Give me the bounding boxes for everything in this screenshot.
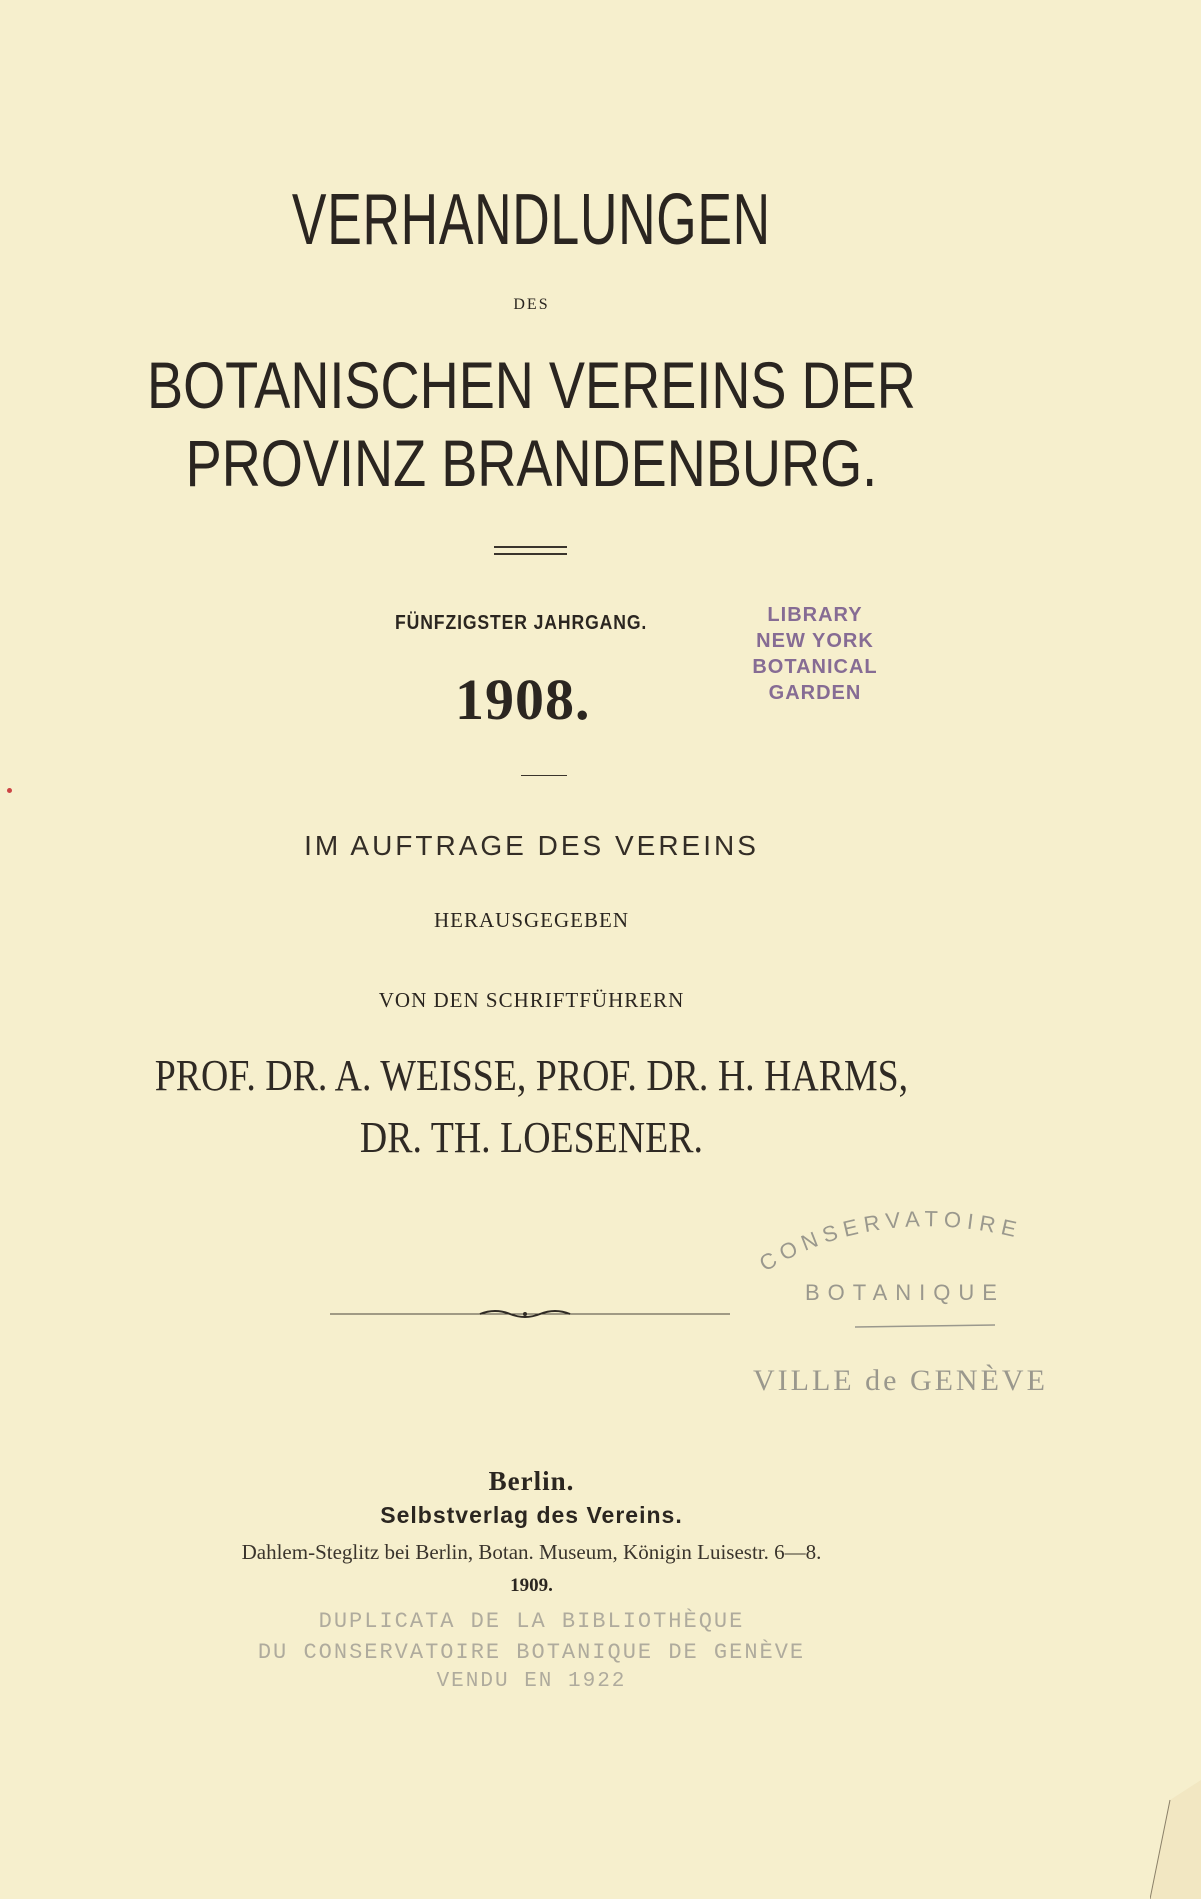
auftrag-line: IM AUFTRAGE DES VEREINS — [304, 830, 759, 861]
geneva-stamp — [745, 1206, 1125, 1412]
editors-line-2: DR. TH. LOESENER. — [359, 1113, 703, 1162]
library-stamp-line: GARDEN — [768, 682, 862, 704]
publisher-address: Dahlem-Steglitz bei Berlin, Botan. Museum, Königin Luisestr. 6—8. — [241, 1540, 822, 1564]
volume-year: 1908. — [455, 667, 591, 732]
geneva-stamp-ornament — [855, 1325, 995, 1327]
jahrgang-label: FÜNFZIGSTER JAHRGANG. — [395, 612, 648, 634]
publisher-city: Berlin. — [488, 1466, 575, 1496]
geneva-stamp-bottom: VILLE de GENÈVE — [753, 1364, 1048, 1397]
library-stamp-line: LIBRARY — [767, 604, 863, 626]
ornamental-rule — [330, 1306, 730, 1322]
duplicate-stamp-line-2: DU CONSERVATOIRE BOTANIQUE DE GENÈVE — [257, 1640, 806, 1665]
library-stamp-line: NEW YORK — [756, 630, 874, 652]
main-title: VERHANDLUNGEN — [291, 180, 771, 260]
von-line: VON DEN SCHRIFTFÜHRERN — [378, 988, 685, 1012]
page-corner-fold — [1150, 1780, 1201, 1899]
library-stamp — [715, 602, 915, 706]
red-speck — [7, 788, 12, 793]
library-stamp-line: BOTANICAL — [752, 656, 878, 678]
duplicate-stamp-line-3: VENDU EN 1922 — [436, 1670, 627, 1693]
publication-year: 1909. — [510, 1575, 553, 1596]
short-rule — [521, 775, 567, 776]
geneva-stamp-middle: BOTANIQUE — [805, 1280, 1005, 1305]
title-line-1: BOTANISCHEN VEREINS DER — [146, 348, 916, 422]
herausgegeben-line: HERAUSGEGEBEN — [434, 908, 629, 932]
duplicate-stamp-line-1: DUPLICATA DE LA BIBLIOTHÈQUE — [318, 1609, 745, 1634]
double-rule-top — [494, 546, 567, 548]
publisher-name: Selbstverlag des Vereins. — [380, 1502, 683, 1528]
title-des: DES — [513, 296, 550, 313]
title-line-2: PROVINZ BRANDENBURG. — [185, 426, 878, 500]
geneva-stamp-arc: CONSERVATOIRE — [755, 1206, 1025, 1277]
double-rule-bottom — [494, 553, 567, 555]
editors-line-1: PROF. DR. A. WEISSE, PROF. DR. H. HARMS, — [154, 1051, 909, 1100]
